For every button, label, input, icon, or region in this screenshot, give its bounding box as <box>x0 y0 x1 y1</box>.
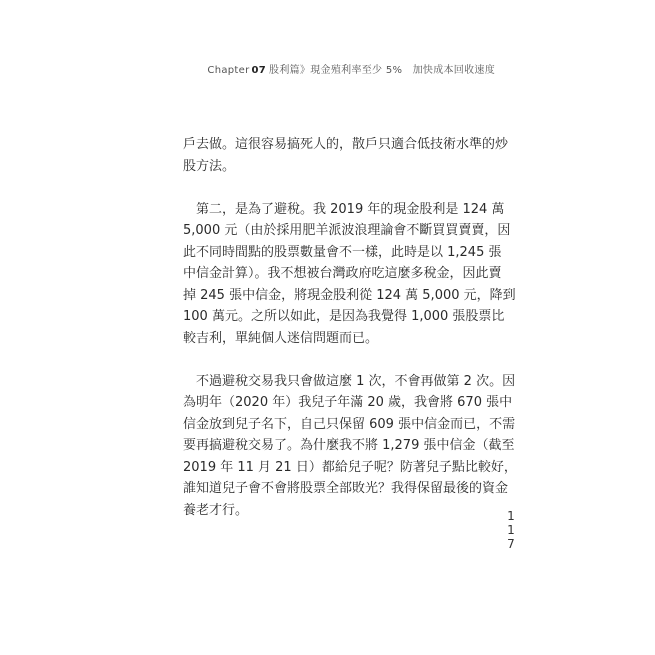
running-header <box>207 61 495 76</box>
page-number <box>506 509 516 551</box>
page-number-digit: 1 <box>507 523 515 537</box>
chapter-number: 07 <box>251 65 267 76</box>
chapter-label: Chapter <box>207 65 250 76</box>
text-line: 100 萬元。之所以如此，是因為我覺得 1,000 張股票比 <box>183 309 505 324</box>
text-line: 要再搞避稅交易了。為什麼我不將 1,279 張中信金（截至 <box>183 438 515 453</box>
text-line: 戶去做。這很容易搞死人的，散戶只適合低技術水準的炒 <box>183 137 509 152</box>
text-line: 2019 年 11 月 21 日）都給兒子呢？防著兒子點比較好， <box>183 459 517 475</box>
text-line: 此不同時間點的股票數量會不一樣，此時是以 1,245 張 <box>183 244 502 260</box>
text-line: 中信金計算）。我不想被台灣政府吃這麼多稅金，因此賣 <box>183 266 502 281</box>
page-number-digit: 1 <box>507 509 515 523</box>
paragraph-3 <box>183 371 517 522</box>
paragraph-1 <box>183 134 509 177</box>
text-line: 5,000 元（由於採用肥羊派波浪理論會不斷買買賣賣，因 <box>183 223 511 238</box>
page-number-digit: 7 <box>507 537 515 551</box>
text-line: 信金放到兒子名下，自己只保留 609 張中信金而已，不需 <box>183 416 516 432</box>
text-line: 不過避稅交易我只會做這麼 1 次，不會再做第 2 次。因 <box>196 373 516 389</box>
text-line: 掉 245 張中信金，將現金股利從 124 萬 5,000 元，降到 <box>183 287 516 303</box>
text-line: 第二，是為了避稅。我 2019 年的現金股利是 124 萬 <box>196 201 505 217</box>
text-line: 為明年（2020 年）我兒子年滿 20 歲，我會將 670 張中 <box>183 395 513 410</box>
text-line: 誰知道兒子會不會將股票全部敗光？我得保留最後的資金 <box>183 481 509 496</box>
body-text <box>183 134 517 543</box>
text-line: 股方法。 <box>183 158 236 174</box>
paragraph-2 <box>183 199 516 350</box>
text-line: 養老才行。 <box>183 502 249 518</box>
chapter-title: 股利篇》現金殖利率至少 5% 加快成本回收速度 <box>269 65 495 76</box>
text-line: 較吉利，單純個人迷信問題而已。 <box>183 330 379 346</box>
